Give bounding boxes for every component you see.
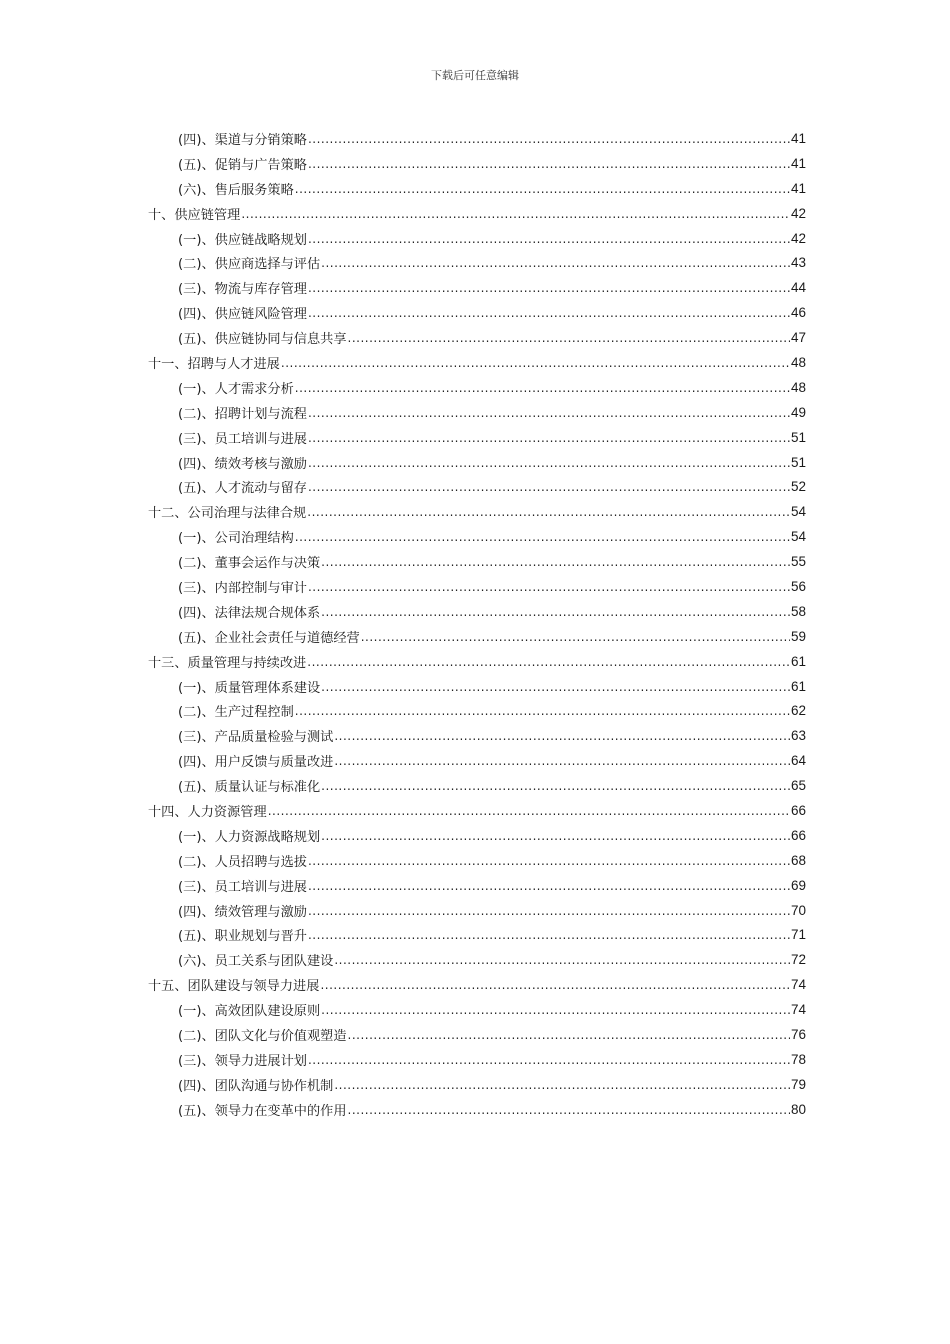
- toc-page-number: 74: [790, 1002, 806, 1018]
- toc-page-number: 68: [790, 852, 806, 868]
- toc-leader-dots: [308, 281, 790, 296]
- toc-entry-label: (四)、渠道与分销策略: [178, 132, 307, 148]
- toc-leader-dots: [321, 829, 790, 844]
- toc-entry-label: 十五、团队建设与领导力进展: [148, 979, 320, 995]
- toc-leader-dots: [308, 480, 790, 495]
- toc-leader-dots: [321, 680, 790, 695]
- toc-page-number: 51: [790, 429, 806, 445]
- toc-page-number: 72: [790, 952, 806, 968]
- toc-page-number: 74: [790, 977, 806, 993]
- toc-page-number: 48: [790, 379, 806, 395]
- toc-leader-dots: [334, 729, 790, 744]
- toc-section-entry[interactable]: [148, 176, 806, 201]
- toc-section-entry[interactable]: [148, 1097, 806, 1122]
- toc-leader-dots: [320, 978, 790, 993]
- toc-section-entry[interactable]: [148, 1022, 806, 1047]
- toc-entry-label: (五)、职业规划与晋升: [178, 929, 307, 945]
- toc-leader-dots: [321, 1003, 790, 1018]
- toc-page-number: 76: [790, 1027, 806, 1042]
- toc-entry-label: 十、供应链管理: [148, 207, 241, 223]
- toc-page-number: 62: [790, 703, 806, 719]
- toc-leader-dots: [308, 406, 790, 421]
- toc-entry-label: 十二、公司治理与法律合规: [148, 506, 307, 522]
- toc-leader-dots: [308, 157, 790, 172]
- toc-page-number: 48: [790, 354, 806, 370]
- toc-page-number: 79: [790, 1076, 806, 1092]
- toc-section-entry[interactable]: [148, 773, 806, 798]
- toc-entry-label: (五)、促销与广告策略: [178, 157, 307, 173]
- toc-leader-dots: [295, 381, 790, 396]
- toc-page-number: 61: [790, 653, 806, 669]
- toc-page-number: 49: [790, 404, 806, 420]
- toc-page-number: 47: [790, 330, 806, 346]
- toc-page-number: 65: [790, 778, 806, 794]
- toc-leader-dots: [308, 132, 790, 147]
- toc-section-entry[interactable]: [148, 848, 806, 873]
- toc-leader-dots: [308, 306, 790, 321]
- toc-section-entry[interactable]: [148, 823, 806, 848]
- toc-page-number: 41: [790, 130, 806, 146]
- toc-leader-dots: [281, 356, 790, 371]
- toc-page-number: 64: [790, 753, 806, 769]
- toc-page-number: 42: [790, 205, 806, 221]
- toc-section-entry[interactable]: [148, 450, 806, 475]
- toc-leader-dots: [321, 555, 790, 570]
- toc-entry-label: (二)、供应商选择与评估: [178, 257, 321, 273]
- toc-page-number: 44: [790, 280, 806, 296]
- toc-entry-label: (五)、企业社会责任与道德经营: [178, 630, 360, 646]
- toc-section-entry[interactable]: [148, 574, 806, 599]
- toc-section-entry[interactable]: [148, 226, 806, 251]
- toc-leader-dots: [295, 182, 790, 197]
- toc-entry-label: (六)、售后服务策略: [178, 182, 294, 198]
- toc-section-entry[interactable]: [148, 524, 806, 549]
- toc-leader-dots: [307, 505, 790, 520]
- toc-entry-label: (五)、质量认证与标准化: [178, 780, 321, 796]
- toc-page-number: 71: [790, 927, 806, 943]
- toc-leader-dots: [308, 456, 790, 471]
- toc-section-entry[interactable]: [148, 698, 806, 723]
- toc-leader-dots: [307, 655, 790, 670]
- toc-section-entry[interactable]: [148, 375, 806, 400]
- toc-entry-label: (三)、员工培训与进展: [178, 879, 307, 895]
- toc-entry-label: (一)、公司治理结构: [178, 531, 294, 547]
- toc-page-number: 61: [790, 678, 806, 694]
- toc-entry-label: (一)、供应链战略规划: [178, 232, 307, 248]
- toc-section-entry[interactable]: [148, 151, 806, 176]
- toc-page-number: 80: [790, 1101, 806, 1117]
- toc-entry-label: (二)、董事会运作与决策: [178, 556, 321, 572]
- toc-leader-dots: [321, 605, 790, 620]
- toc-entry-label: (二)、招聘计划与流程: [178, 406, 307, 422]
- toc-leader-dots: [348, 1103, 790, 1118]
- toc-leader-dots: [348, 331, 790, 346]
- toc-page-number: 58: [790, 603, 806, 619]
- toc-chapter-entry[interactable]: [148, 350, 806, 375]
- toc-section-entry[interactable]: [148, 400, 806, 425]
- toc-entry-label: (三)、员工培训与进展: [178, 431, 307, 447]
- toc-page-number: 41: [790, 180, 806, 196]
- toc-section-entry[interactable]: [148, 250, 806, 275]
- toc-section-entry[interactable]: [148, 1072, 806, 1097]
- toc-entry-label: (五)、供应链协同与信息共享: [178, 332, 347, 348]
- toc-leader-dots: [308, 904, 790, 919]
- toc-page-number: 43: [790, 255, 806, 271]
- toc-leader-dots: [321, 779, 790, 794]
- toc-entry-label: (三)、物流与库存管理: [178, 282, 307, 298]
- toc-section-entry[interactable]: [148, 1047, 806, 1072]
- toc-chapter-entry[interactable]: [148, 201, 806, 226]
- page-header: 下载后可任意编辑: [431, 69, 519, 82]
- toc-section-entry[interactable]: [148, 748, 806, 773]
- toc-entry-label: 十四、人力资源管理: [148, 804, 267, 820]
- toc-chapter-entry[interactable]: [148, 499, 806, 524]
- toc-entry-label: (一)、高效团队建设原则: [178, 1004, 321, 1020]
- toc-section-entry[interactable]: [148, 723, 806, 748]
- toc-page-number: 51: [790, 454, 806, 470]
- toc-entry-label: (四)、法律法规合规体系: [178, 605, 321, 621]
- toc-section-entry[interactable]: [148, 674, 806, 699]
- toc-page-number: 78: [790, 1051, 806, 1067]
- toc-page-number: 55: [790, 554, 806, 570]
- toc-entry-label: 十一、招聘与人才进展: [148, 356, 280, 372]
- toc-entry-label: (五)、人才流动与留存: [178, 481, 307, 497]
- toc-entry-label: (一)、人才需求分析: [178, 381, 294, 397]
- toc-page-number: 69: [790, 877, 806, 893]
- toc-page-number: 54: [790, 504, 806, 520]
- toc-section-entry[interactable]: [148, 873, 806, 898]
- toc-leader-dots: [308, 1053, 790, 1068]
- toc-page-number: 66: [790, 827, 806, 843]
- table-of-contents: [148, 126, 806, 1122]
- toc-section-entry[interactable]: [148, 923, 806, 948]
- toc-entry-label: (四)、供应链风险管理: [178, 307, 307, 323]
- toc-entry-label: (四)、绩效管理与激励: [178, 904, 307, 920]
- toc-leader-dots: [295, 704, 790, 719]
- toc-leader-dots: [308, 431, 790, 446]
- toc-section-entry[interactable]: [148, 325, 806, 350]
- toc-section-entry[interactable]: [148, 300, 806, 325]
- toc-section-entry[interactable]: [148, 898, 806, 923]
- toc-leader-dots: [334, 754, 790, 769]
- toc-page-number: 41: [790, 155, 806, 171]
- toc-section-entry[interactable]: [148, 599, 806, 624]
- toc-entry-label: (三)、内部控制与审计: [178, 580, 307, 596]
- toc-leader-dots: [361, 630, 790, 645]
- toc-section-entry[interactable]: [148, 549, 806, 574]
- toc-chapter-entry[interactable]: [148, 972, 806, 997]
- toc-section-entry[interactable]: [148, 624, 806, 649]
- toc-entry-label: (一)、质量管理体系建设: [178, 680, 321, 696]
- toc-page-number: 42: [790, 230, 806, 246]
- toc-leader-dots: [334, 953, 790, 968]
- toc-section-entry[interactable]: [148, 947, 806, 972]
- toc-page-number: 46: [790, 305, 806, 321]
- toc-entry-label: (三)、产品质量检验与测试: [178, 730, 334, 746]
- toc-leader-dots: [334, 1078, 790, 1093]
- toc-section-entry[interactable]: [148, 997, 806, 1022]
- toc-chapter-entry[interactable]: [148, 798, 806, 823]
- toc-entry-label: 十三、质量管理与持续改进: [148, 655, 307, 671]
- toc-entry-label: (二)、人员招聘与选拔: [178, 854, 307, 870]
- toc-entry-label: (一)、人力资源战略规划: [178, 829, 321, 845]
- toc-section-entry[interactable]: [148, 275, 806, 300]
- toc-entry-label: (五)、领导力在变革中的作用: [178, 1103, 347, 1119]
- toc-chapter-entry[interactable]: [148, 649, 806, 674]
- toc-page-number: 70: [790, 902, 806, 918]
- toc-leader-dots: [308, 580, 790, 595]
- toc-leader-dots: [295, 530, 790, 545]
- toc-page-number: 63: [790, 728, 806, 744]
- toc-leader-dots: [308, 232, 790, 247]
- toc-page-number: 59: [790, 628, 806, 644]
- toc-section-entry[interactable]: [148, 474, 806, 499]
- toc-section-entry[interactable]: [148, 126, 806, 151]
- toc-leader-dots: [308, 928, 790, 943]
- toc-page-number: 54: [790, 529, 806, 545]
- toc-entry-label: (二)、生产过程控制: [178, 705, 294, 721]
- toc-leader-dots: [268, 804, 790, 819]
- toc-section-entry[interactable]: [148, 425, 806, 450]
- toc-leader-dots: [321, 256, 790, 271]
- toc-entry-label: (四)、用户反馈与质量改进: [178, 755, 334, 771]
- toc-entry-label: (二)、团队文化与价值观塑造: [178, 1029, 347, 1044]
- toc-leader-dots: [308, 854, 790, 869]
- toc-entry-label: (四)、团队沟通与协作机制: [178, 1078, 334, 1094]
- toc-page-number: 66: [790, 802, 806, 818]
- toc-leader-dots: [348, 1028, 790, 1043]
- toc-leader-dots: [308, 879, 790, 894]
- toc-entry-label: (六)、员工关系与团队建设: [178, 954, 334, 970]
- toc-entry-label: (四)、绩效考核与激励: [178, 456, 307, 472]
- toc-leader-dots: [241, 207, 790, 222]
- toc-page-number: 52: [790, 479, 806, 495]
- toc-entry-label: (三)、领导力进展计划: [178, 1053, 307, 1069]
- toc-page-number: 56: [790, 578, 806, 594]
